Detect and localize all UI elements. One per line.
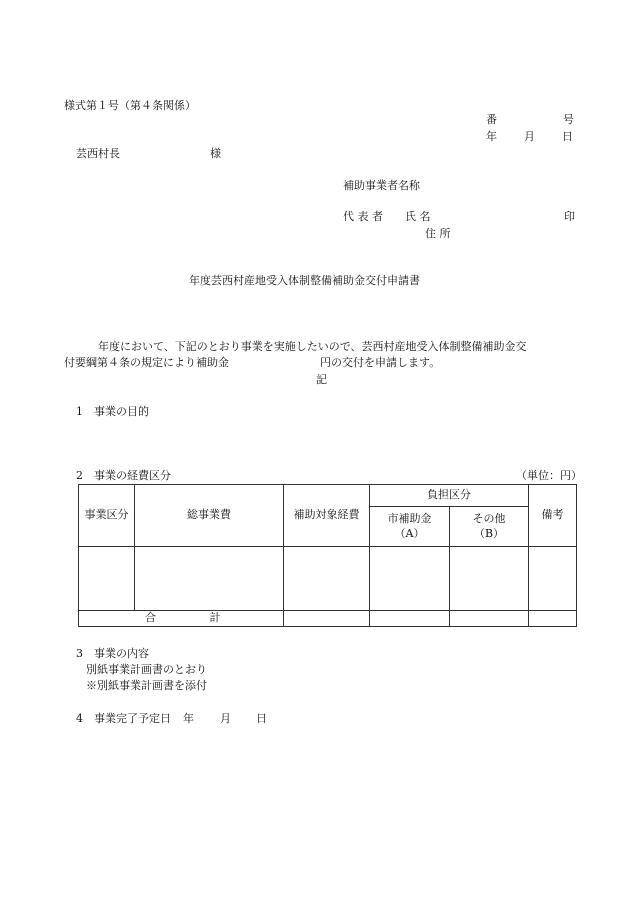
expense-table <box>78 484 577 627</box>
total-city-subsidy <box>370 611 450 627</box>
section-3-title: 事業の内容 <box>94 647 149 660</box>
total-other <box>450 611 529 627</box>
section-3-line-1: 別紙事業計画書のとおり <box>86 663 207 676</box>
section-4-number: 4 <box>76 712 83 725</box>
date-day: 日 <box>562 130 573 143</box>
total-eligible-cost <box>284 611 370 627</box>
header-burden: 負担区分 <box>370 485 529 507</box>
representative-name-label: 氏 名 <box>405 210 431 223</box>
header-other <box>450 507 529 547</box>
header-total-cost: 総事業費 <box>135 485 284 547</box>
section-2-title: 事業の経費区分 <box>94 469 171 482</box>
cell-total-cost <box>135 547 284 611</box>
section-4-year: 年 <box>183 712 194 725</box>
header-city-subsidy-label: 市補助金 <box>387 511 432 525</box>
header-city-subsidy <box>370 507 450 547</box>
document-number-go: 号 <box>563 113 574 126</box>
seal-mark: 印 <box>564 210 575 223</box>
addressee-honorific: 様 <box>210 147 221 160</box>
address-label: 住 所 <box>425 227 451 240</box>
header-category: 事業区分 <box>79 485 135 547</box>
cell-remarks <box>529 547 577 611</box>
section-3-line-2: ※別紙事業計画書を添付 <box>86 679 207 692</box>
body-line-1: 年度において、下記のとおり事業を実施したいので、芸西村産地受入体制整備補助金交 <box>98 340 527 353</box>
section-4-month: 月 <box>220 712 231 725</box>
total-remarks <box>529 611 577 627</box>
header-eligible-cost: 補助対象経費 <box>284 485 370 547</box>
section-1-title: 事業の目的 <box>94 405 149 418</box>
cell-other <box>450 547 529 611</box>
ki-heading: 記 <box>316 373 327 386</box>
body-line-2b: 円の交付を申請します。 <box>320 356 441 369</box>
section-4-title: 事業完了予定日 <box>94 712 171 725</box>
header-other-label: その他 <box>472 511 506 525</box>
section-4-day: 日 <box>256 712 267 725</box>
unit-label: （単位：円） <box>516 469 582 482</box>
date-year: 年 <box>486 130 497 143</box>
total-label-b: 計 <box>209 611 221 625</box>
form-number-label: 様式第１号（第４条関係） <box>64 99 196 112</box>
cell-eligible-cost <box>284 547 370 611</box>
table-row <box>79 547 577 611</box>
addressee-name: 芸西村長 <box>76 147 120 160</box>
representative-label: 代 表 者 <box>343 210 383 223</box>
section-2-number: 2 <box>76 469 83 482</box>
total-row <box>79 611 577 627</box>
header-remarks: 備考 <box>529 485 577 547</box>
document-title: 年度芸西村産地受入体制整備補助金交付申請書 <box>189 274 420 287</box>
body-line-2a: 付要綱第４条の規定により補助金 <box>64 356 229 369</box>
cell-category <box>79 547 135 611</box>
total-label-a: 合 <box>145 611 156 625</box>
cell-city-subsidy <box>370 547 450 611</box>
header-city-subsidy-sub: （A） <box>394 526 425 540</box>
business-name-label: 補助事業者名称 <box>343 179 420 192</box>
total-label <box>79 611 284 627</box>
header-other-sub: （B） <box>473 526 505 540</box>
date-month: 月 <box>524 130 535 143</box>
section-3-number: 3 <box>76 647 83 660</box>
section-1-number: 1 <box>76 405 83 418</box>
document-number-ban: 番 <box>486 113 497 126</box>
